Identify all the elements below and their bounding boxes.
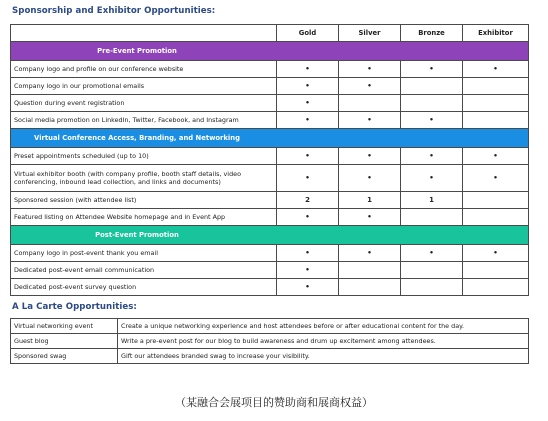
value-cell-exhibitor [463, 192, 529, 209]
value-cell-silver: • [339, 245, 401, 262]
table-row [11, 148, 529, 165]
value-cell-gold: • [277, 95, 339, 112]
value-cell-bronze [401, 95, 463, 112]
section-header-row [11, 129, 529, 148]
feature-cell: Question during event registration [11, 95, 277, 112]
alacarte-description: Write a pre-event post for our blog to build awareness and drum up excitement among attendees. [118, 334, 529, 349]
value-cell-gold: 2 [277, 192, 339, 209]
feature-cell: Social media promotion on LinkedIn, Twitter, Facebook, and Instagram [11, 112, 277, 129]
feature-cell: Company logo and profile on our conference website [11, 61, 277, 78]
value-cell-silver: • [339, 61, 401, 78]
table-row [11, 78, 529, 95]
sponsorship-table [10, 24, 529, 296]
value-cell-bronze: • [401, 245, 463, 262]
alacarte-name: Guest blog [11, 334, 118, 349]
value-cell-silver [339, 95, 401, 112]
alacarte-description: Gift our attendees branded swag to increase your visibility. [118, 349, 529, 364]
value-cell-exhibitor: • [463, 61, 529, 78]
value-cell-bronze: • [401, 148, 463, 165]
header-exhibitor: Exhibitor [463, 25, 529, 42]
table-row [11, 245, 529, 262]
value-cell-silver [339, 262, 401, 279]
value-cell-gold: • [277, 148, 339, 165]
section-title-text: Virtual Conference Access, Branding, and Networking [34, 134, 240, 142]
table-row [11, 165, 529, 192]
feature-cell: Featured listing on Attendee Website homepage and in Event App [11, 209, 277, 226]
value-cell-bronze [401, 262, 463, 279]
value-cell-silver: • [339, 112, 401, 129]
alacarte-name: Virtual networking event [11, 319, 118, 334]
table-row [11, 209, 529, 226]
table-row [11, 192, 529, 209]
header-bronze: Bronze [401, 25, 463, 42]
feature-cell: Virtual exhibitor booth (with company profile, booth staff details, video conferencing, inbound lead collection, and links and documents) [11, 165, 277, 192]
value-cell-exhibitor [463, 112, 529, 129]
table-row [11, 61, 529, 78]
alacarte-name: Sponsored swag [11, 349, 118, 364]
table-row [11, 319, 529, 334]
value-cell-exhibitor: • [463, 148, 529, 165]
feature-cell: Dedicated post-event email communication [11, 262, 277, 279]
table-row [11, 334, 529, 349]
value-cell-gold: • [277, 245, 339, 262]
value-cell-gold: • [277, 165, 339, 192]
value-cell-silver: • [339, 148, 401, 165]
table-row [11, 112, 529, 129]
value-cell-bronze: • [401, 61, 463, 78]
value-cell-bronze: • [401, 165, 463, 192]
value-cell-bronze: 1 [401, 192, 463, 209]
value-cell-silver: • [339, 209, 401, 226]
value-cell-exhibitor: • [463, 245, 529, 262]
alacarte-table [10, 318, 529, 364]
value-cell-silver: 1 [339, 192, 401, 209]
value-cell-silver: • [339, 165, 401, 192]
feature-cell: Company logo in our promotional emails [11, 78, 277, 95]
table-row [11, 262, 529, 279]
table-row [11, 349, 529, 364]
value-cell-silver [339, 279, 401, 296]
table-row [11, 279, 529, 296]
page-title: Sponsorship and Exhibitor Opportunities: [12, 6, 216, 16]
value-cell-bronze [401, 279, 463, 296]
value-cell-gold: • [277, 78, 339, 95]
value-cell-gold: • [277, 279, 339, 296]
value-cell-gold: • [277, 262, 339, 279]
section-title-text: Pre-Event Promotion [97, 47, 177, 55]
value-cell-bronze [401, 78, 463, 95]
feature-cell: Sponsored session (with attendee list) [11, 192, 277, 209]
value-cell-bronze [401, 209, 463, 226]
section-title-text: Post-Event Promotion [95, 231, 179, 239]
value-cell-exhibitor [463, 279, 529, 296]
header-gold: Gold [277, 25, 339, 42]
section-header-row [11, 42, 529, 61]
header-blank-cell [11, 25, 277, 42]
section-title [11, 226, 529, 245]
value-cell-gold: • [277, 61, 339, 78]
feature-cell: Dedicated post-event survey question [11, 279, 277, 296]
value-cell-exhibitor [463, 95, 529, 112]
feature-cell: Preset appointments scheduled (up to 10) [11, 148, 277, 165]
image-caption: （某融合会展项目的赞助商和展商权益） [175, 396, 373, 409]
feature-cell: Company logo in post-event thank you email [11, 245, 277, 262]
section-title [11, 129, 529, 148]
header-silver: Silver [339, 25, 401, 42]
section-title [11, 42, 529, 61]
value-cell-exhibitor: • [463, 165, 529, 192]
alacarte-title: A La Carte Opportunities: [12, 302, 137, 312]
value-cell-exhibitor [463, 78, 529, 95]
table-header-row [11, 25, 529, 42]
alacarte-description: Create a unique networking experience and host attendees before or after educational content for the day. [118, 319, 529, 334]
value-cell-exhibitor [463, 262, 529, 279]
section-header-row [11, 226, 529, 245]
value-cell-gold: • [277, 112, 339, 129]
value-cell-bronze: • [401, 112, 463, 129]
value-cell-exhibitor [463, 209, 529, 226]
value-cell-silver: • [339, 78, 401, 95]
table-row [11, 95, 529, 112]
value-cell-gold: • [277, 209, 339, 226]
